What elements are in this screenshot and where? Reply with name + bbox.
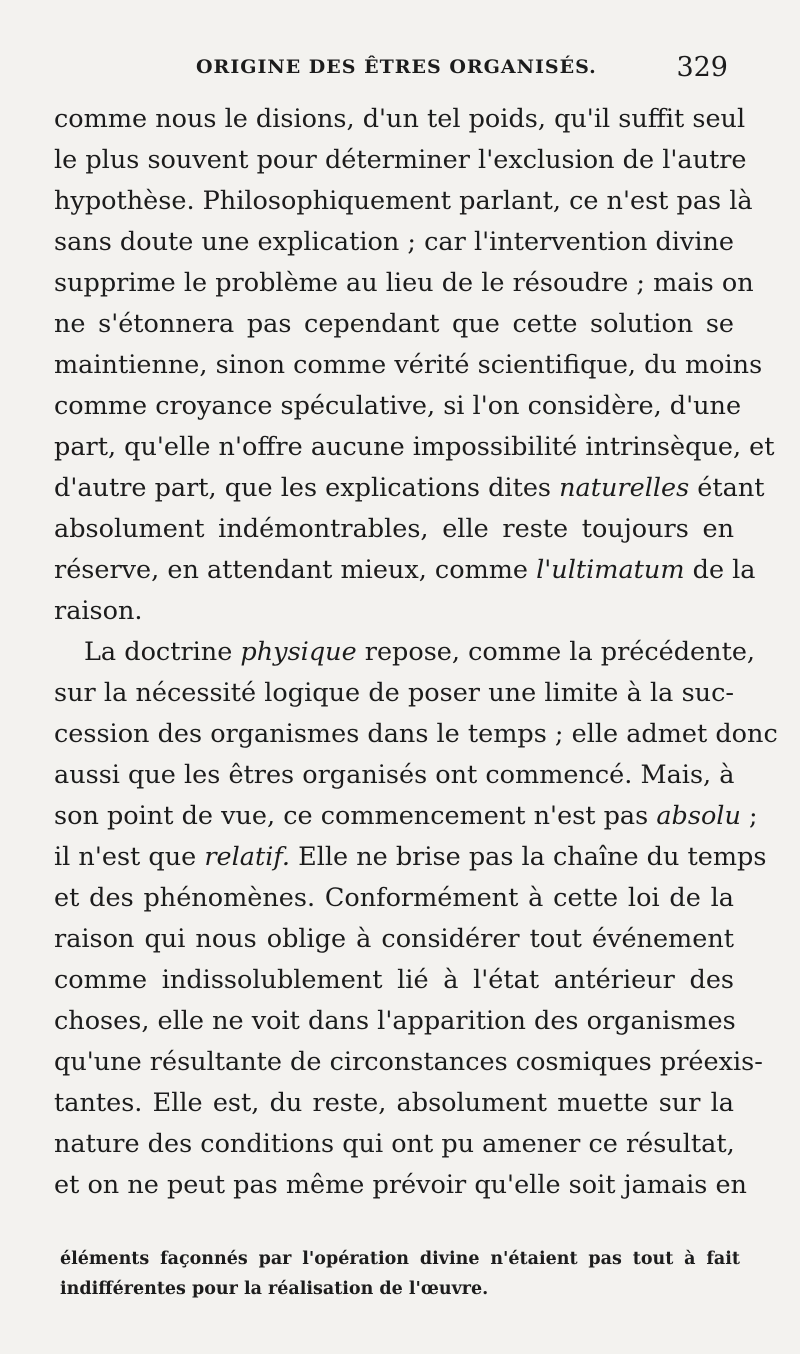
text-line: comme nous le disions, d'un tel poids, qu'il suffit seul: [54, 104, 746, 134]
text-line: et on ne peut pas même prévoir qu'elle soit jamais en: [54, 1170, 747, 1200]
text-line: part, qu'elle n'offre aucune impossibilité intrinsèque, et: [54, 432, 775, 462]
text-line: maintienne, sinon comme vérité scientifique, du moins: [54, 350, 763, 380]
text-line: absolument indémontrables, elle reste toujours en: [54, 514, 734, 544]
text-run: son point de vue, ce commencement n'est pas: [54, 801, 657, 831]
text-line: [54, 549, 756, 591]
page-number: 329: [676, 52, 728, 83]
text-line: ne s'étonnera pas cependant que cette solution se: [54, 309, 734, 339]
text-line: le plus souvent pour déterminer l'exclusion de l'autre: [54, 145, 747, 175]
text-line: [54, 467, 765, 509]
text-run: ;: [740, 801, 758, 831]
running-header: [56, 52, 736, 88]
text-line: [54, 795, 758, 837]
italic-term: physique: [240, 637, 357, 667]
text-line: comme indissolublement lié à l'état antérieur des: [54, 965, 734, 995]
text-run: de la: [684, 555, 756, 585]
italic-term: relatif.: [204, 842, 291, 872]
text-line: qu'une résultante de circonstances cosmiques préexis-: [54, 1047, 763, 1077]
text-line: nature des conditions qui ont pu amener ce résultat,: [54, 1129, 735, 1159]
text-line: aussi que les êtres organisés ont commencé. Mais, à: [54, 760, 735, 790]
italic-term: l'ultimatum: [536, 555, 685, 585]
text-run: d'autre part, que les explications dites: [54, 473, 560, 503]
footnote-line: indifférentes pour la réalisation de l'œuvre.: [60, 1279, 489, 1299]
text-run: Elle ne brise pas la chaîne du temps: [290, 842, 767, 872]
text-line: choses, elle ne voit dans l'apparition des organismes: [54, 1006, 736, 1036]
text-line: raison qui nous oblige à considérer tout événement: [54, 924, 734, 954]
text-run: étant: [689, 473, 765, 503]
text-line: supprime le problème au lieu de le résoudre ; mais on: [54, 268, 754, 298]
text-line: comme croyance spéculative, si l'on considère, d'une: [54, 391, 742, 421]
text-line: et des phénomènes. Conformément à cette loi de la: [54, 883, 734, 913]
footnote-line: éléments façonnés par l'opération divine n'étaient pas tout à fait: [60, 1249, 740, 1269]
text-line: [54, 836, 767, 878]
text-run: réserve, en attendant mieux, comme: [54, 555, 537, 585]
text-line: [84, 631, 756, 673]
text-run: La doctrine: [84, 637, 241, 667]
text-run: repose, comme la précédente,: [356, 637, 756, 667]
italic-term: naturelles: [559, 473, 690, 503]
header-title: ORIGINE DES ÊTRES ORGANISÉS.: [196, 56, 597, 78]
text-line: cession des organismes dans le temps ; elle admet donc: [54, 719, 778, 749]
italic-term: absolu: [656, 801, 741, 831]
text-line: tantes. Elle est, du reste, absolument muette sur la: [54, 1088, 734, 1118]
text-line: sur la nécessité logique de poser une limite à la suc-: [54, 678, 734, 708]
text-line: hypothèse. Philosophiquement parlant, ce n'est pas là: [54, 186, 753, 216]
text-run: il n'est que: [54, 842, 205, 872]
text-line: raison.: [54, 596, 143, 626]
text-line: sans doute une explication ; car l'intervention divine: [54, 227, 734, 257]
